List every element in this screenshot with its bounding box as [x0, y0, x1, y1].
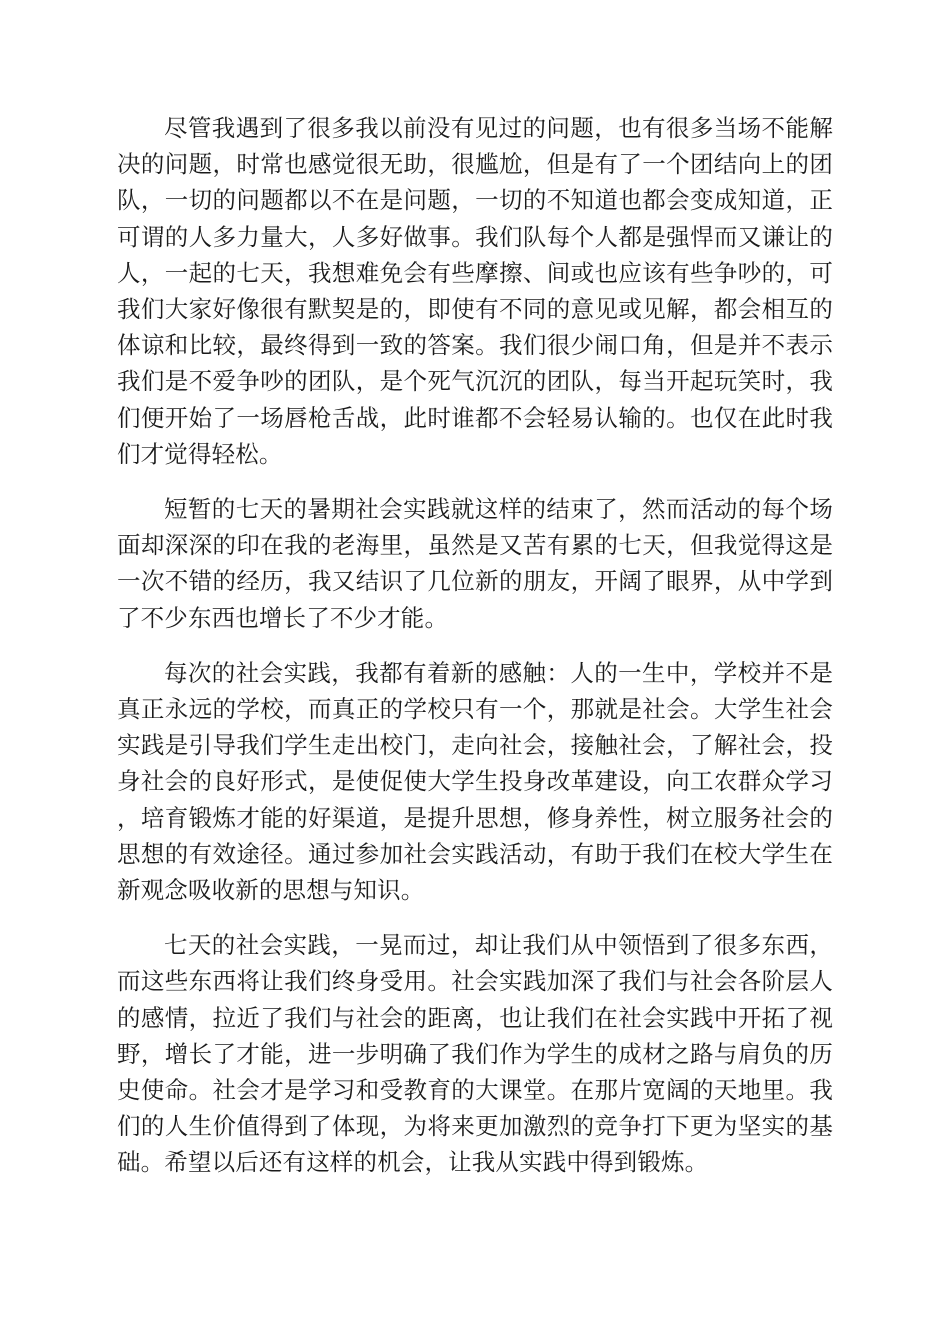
paragraph-conclusion: 七天的社会实践，一晃而过，却让我们从中领悟到了很多东西，而这些东西将让我们终身受用。社会实践加深了我们与社会各阶层人的感情，拉近了我们与社会的距离，也让我们在社会实践中开拓了视野，增长了才能，进一步明确了我们作为学生的成材之路与肩负的历史使命。社会才是学习和受教育的大课堂。在那片宽阔的天地里。我们的人生价值得到了体现，为将来更加激烈的竞争打下更为坚实的基础。希望以后还有这样的机会，让我从实践中得到锻炼。 [117, 931, 833, 1177]
paragraph-teamwork: 尽管我遇到了很多我以前没有见过的问题，也有很多当场不能解决的问题，时常也感觉很无助，很尴尬，但是有了一个团结向上的团队，一切的问题都以不在是问题，一切的不知道也都会变成知道，正可谓的人多力量大，人多好做事。我们队每个人都是强悍而又谦让的人，一起的七天，我想难免会有些摩擦、间或也应该有些争吵的，可我们大家好像很有默契是的，即使有不同的意见或见解，都会相互的体谅和比较，最终得到一致的答案。我们很少闹口角，但是并不表示我们是不爱争吵的团队，是个死气沉沉的团队，每当开起玩笑时，我们便开始了一场唇枪舌战，此时谁都不会轻易认输的。也仅在此时我们才觉得轻松。 [117, 114, 833, 468]
document-body [117, 110, 833, 1200]
paragraph-society-school: 每次的社会实践，我都有着新的感触：人的一生中，学校并不是真正永远的学校，而真正的学校只有一个，那就是社会。大学生社会实践是引导我们学生走出校门，走向社会，接触社会，了解社会，投身社会的良好形式，是使促使大学生投身改革建设，向工农群众学习，培育锻炼才能的好渠道，是提升思想，修身养性，树立服务社会的思想的有效途径。通过参加社会实践活动，有助于我们在校大学生在新观念吸收新的思想与知识。 [117, 658, 833, 905]
paragraph-summer-practice-end: 短暂的七天的暑期社会实践就这样的结束了，然而活动的每个场面却深深的印在我的老海里，虽然是又苦有累的七天，但我觉得这是一次不错的经历，我又结识了几位新的朋友，开阔了眼界，从中学到了不少东西也增长了不少才能。 [117, 495, 833, 632]
